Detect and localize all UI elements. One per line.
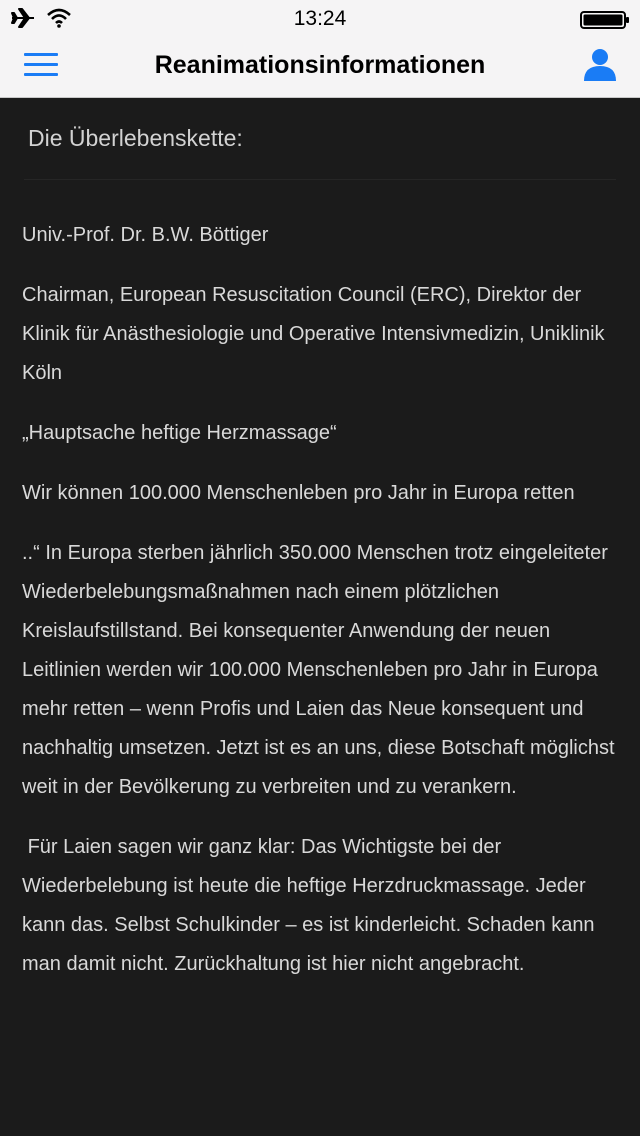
paragraph-affiliation: Chairman, European Resuscitation Council (ERC), Direktor der Klinik für Anästhesiologie und Operative Intensivmedizin, Uniklinik Köln <box>22 284 611 384</box>
navigation-bar <box>0 40 640 98</box>
paragraph-headline: Wir können 100.000 Menschenleben pro Jahr in Europa retten <box>22 482 575 504</box>
menu-button[interactable] <box>24 53 58 79</box>
menu-icon <box>24 63 58 66</box>
content-area[interactable] <box>0 98 640 1136</box>
battery-icon <box>580 11 630 29</box>
status-time: 13:24 <box>293 7 347 30</box>
menu-icon <box>24 53 58 56</box>
section-title: Die Überlebenskette: <box>28 125 243 151</box>
user-icon <box>582 46 618 82</box>
menu-icon <box>24 73 58 76</box>
status-bar <box>0 0 640 40</box>
paragraph-author: Univ.-Prof. Dr. B.W. Böttiger <box>22 224 269 246</box>
paragraph-quote-title: „Hauptsache heftige Herzmassage“ <box>22 422 337 444</box>
paragraph-body-2: Für Laien sagen wir ganz klar: Das Wichtigste bei der Wiederbelebung ist heute die heftige Herzdruckmassage. Jeder kann das. Selbst Schulkinder – es ist kinderleicht. Schaden kann man damit nicht. Zurückhaltung ist hier nicht angebracht. <box>22 836 601 975</box>
page-title: Reanimationsinformationen <box>154 51 486 79</box>
profile-button[interactable] <box>582 46 618 82</box>
section-divider <box>24 179 616 180</box>
paragraph-body-1: ..“ In Europa sterben jährlich 350.000 Menschen trotz eingeleiteter Wiederbelebungsmaßnahmen nach einem plötzlichen Kreislaufstillstand. Bei konsequenter Anwendung der neuen Leitlinien werden wir 100.000 Menschenleben pro Jahr in Europa mehr retten – wenn Profis und Laien das Neue konsequent und nachhaltig umsetzen. Jetzt ist es an uns, diese Botschaft möglichst weit in der Bevölkerung zu verbreiten und zu verankern. <box>22 542 621 798</box>
article-text <box>22 216 620 1005</box>
